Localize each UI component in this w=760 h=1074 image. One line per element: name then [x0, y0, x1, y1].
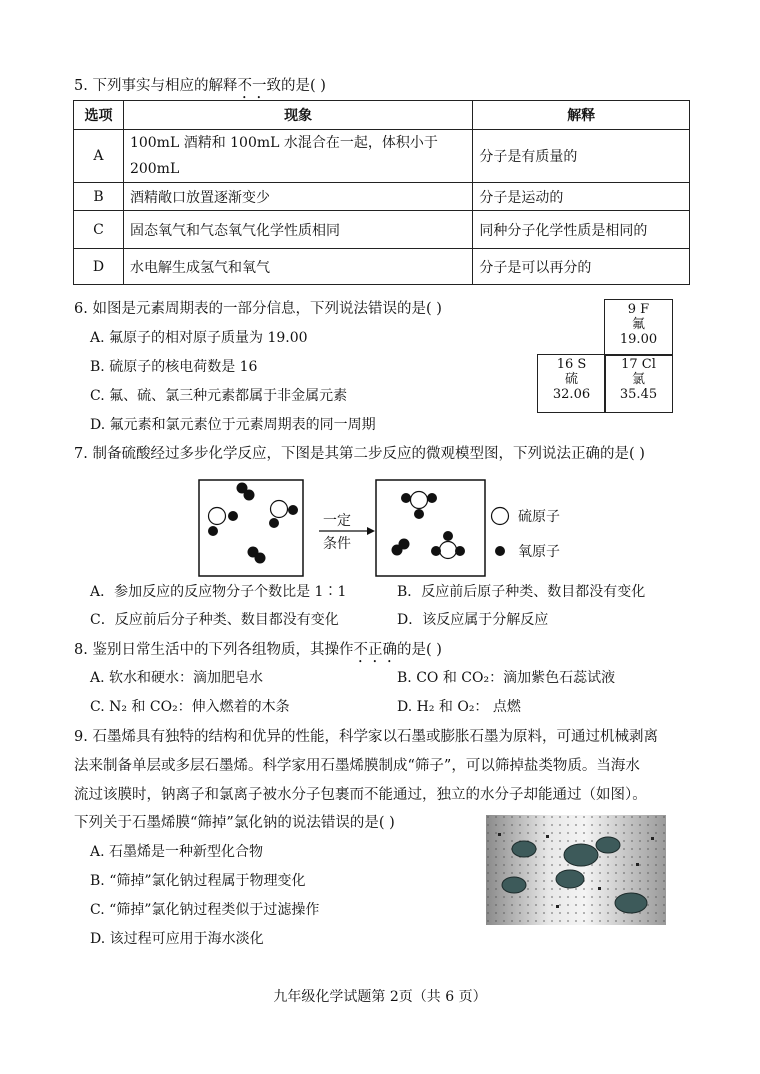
row-phenomenon-line: 200mL: [129, 161, 180, 177]
q7-stem: 7. 制备硫酸经过多步化学反应，下图是其第二步反应的微观模型图，下列说法正确的是( ): [74, 446, 645, 462]
cell-number-symbol: 17 Cl: [621, 357, 656, 372]
q9-option-b: B. “筛掉”氯化钠过程属于物理变化: [90, 873, 306, 889]
q7-option-b: B．反应前后原子种类、数目都没有变化: [397, 584, 646, 600]
q6-option-d: D. 氟元素和氯元素位于元素周期表的同一周期: [90, 417, 376, 433]
q6-stem: 6. 如图是元素周期表的一部分信息，下列说法错误的是( ): [74, 301, 442, 317]
header-explanation: 解释: [473, 101, 690, 130]
so2-molecule: [269, 501, 298, 529]
row-option: C: [74, 211, 124, 249]
cell-name: 氟: [631, 317, 645, 332]
q8-option-a: A. 软水和硬水：滴加肥皂水: [90, 670, 264, 686]
legend-oxygen: 氧原子: [518, 544, 560, 560]
page-footer: 九年级化学试题第 2页（共 6 页）: [273, 989, 487, 1005]
so3-molecule: [431, 531, 465, 559]
header-option: 选项: [74, 101, 124, 130]
q7-option-d: D．该反应属于分解反应: [397, 612, 549, 628]
table-row: [74, 211, 690, 249]
row-explanation: 分子是有质量的: [473, 130, 690, 183]
row-option: A: [74, 130, 124, 183]
q8-stem-pre: 8. 鉴别日常生活中的下列各组物质，其操作: [74, 642, 354, 658]
q9-option-c: C. “筛掉”氯化钠过程类似于过滤操作: [90, 902, 320, 918]
oxygen-atom-legend-icon: [495, 546, 505, 556]
row-explanation: 同种分子化学性质是相同的: [473, 211, 690, 249]
q9-paragraph-line: 下列关于石墨烯膜“筛掉”氯化钠的说法错误的是( ): [74, 815, 395, 831]
o2-molecule: [237, 483, 255, 501]
table-row: [74, 130, 690, 183]
q9-paragraph-line: 流过该膜时，钠离子和氯离子被水分子包裹而不能通过，独立的水分子却能通过（如图）。: [74, 787, 647, 803]
row-explanation: 分子是运动的: [473, 183, 690, 211]
table-row: [74, 183, 690, 211]
q7-option-c: C．反应前后分子种类、数目都没有变化: [90, 612, 339, 628]
q8-stem-post: 的是( ): [396, 642, 442, 658]
q9-option-d: D. 该过程可应用于海水淡化: [90, 931, 264, 947]
cell-mass: 19.00: [619, 332, 658, 347]
periodic-cell-fluorine: [604, 299, 673, 356]
row-option: B: [74, 183, 124, 211]
o2-molecule: [248, 547, 266, 564]
q6-option-b: B. 硫原子的核电荷数是 16: [90, 359, 258, 375]
header-phenomenon: 现象: [123, 101, 472, 130]
q5-table-header: [74, 101, 690, 130]
cell-mass: 35.45: [619, 387, 658, 402]
q7-option-a: A．参加反应的反应物分子个数比是 1∶1: [90, 584, 347, 600]
periodic-cell-sulfur: [537, 354, 606, 413]
q6-option-a: A. 氟原子的相对原子质量为 19.00: [90, 330, 308, 346]
cell-name: 氯: [631, 372, 645, 387]
q9-option-a: A. 石墨烯是一种新型化合物: [90, 844, 264, 860]
q5-stem: [74, 76, 326, 102]
q8-option-b: B. CO 和 CO₂：滴加紫色石蕊试液: [397, 670, 616, 686]
arrow-condition-bottom: 条件: [323, 536, 351, 552]
q5-table: [73, 100, 690, 285]
arrow-condition-top: 一定: [323, 513, 351, 529]
q5-stem-pre: 5. 下列事实与相应的解释: [74, 78, 238, 94]
q6-option-c: C. 氟、硫、氯三种元素都属于非金属元素: [90, 388, 348, 404]
o2-molecule: [392, 539, 410, 556]
q8-option-d: D. H₂ 和 O₂： 点燃: [397, 699, 521, 715]
so3-molecule: [401, 492, 437, 520]
sulfur-atom-legend-icon: [492, 508, 509, 525]
q9-paragraph-line: 9. 石墨烯具有独特的结构和优异的性能，科学家以石墨或膨胀石墨为原料，可通过机械剥离: [74, 729, 658, 745]
q5-stem-post: 致的是( ): [266, 78, 326, 94]
row-phenomenon: 水电解生成氢气和氧气: [123, 249, 472, 285]
table-row: [74, 249, 690, 285]
graphene-membrane-image: [486, 815, 666, 925]
cell-number-symbol: 16 S: [556, 357, 587, 372]
legend-sulfur: 硫原子: [518, 509, 560, 525]
q8-stem-emphasis: 不正确: [353, 642, 397, 658]
q5-stem-emphasis: 不一: [237, 78, 267, 94]
cell-name: 硫: [564, 372, 578, 387]
q8-option-c: C. N₂ 和 CO₂：伸入燃着的木条: [90, 699, 290, 715]
row-phenomenon-line: 100mL 酒精和 100mL 水混合在一起，体积小于: [129, 135, 438, 151]
arrow-head: [367, 527, 375, 535]
row-phenomenon: 酒精敞口放置逐渐变少: [123, 183, 472, 211]
cell-number-symbol: 9 F: [627, 302, 650, 317]
so2-molecule: [208, 508, 238, 537]
q8-stem: [74, 640, 442, 666]
row-phenomenon: 固态氧气和气态氧气化学性质相同: [123, 211, 472, 249]
row-option: D: [74, 249, 124, 285]
cell-mass: 32.06: [552, 387, 591, 402]
row-phenomenon: [123, 130, 472, 183]
reaction-diagram: [195, 476, 595, 580]
periodic-cell-chlorine: [604, 354, 673, 413]
row-explanation: 分子是可以再分的: [473, 249, 690, 285]
q9-paragraph-line: 法来制备单层或多层石墨烯。科学家用石墨烯膜制成“筛子”，可以筛掉盐类物质。当海水: [74, 758, 640, 774]
